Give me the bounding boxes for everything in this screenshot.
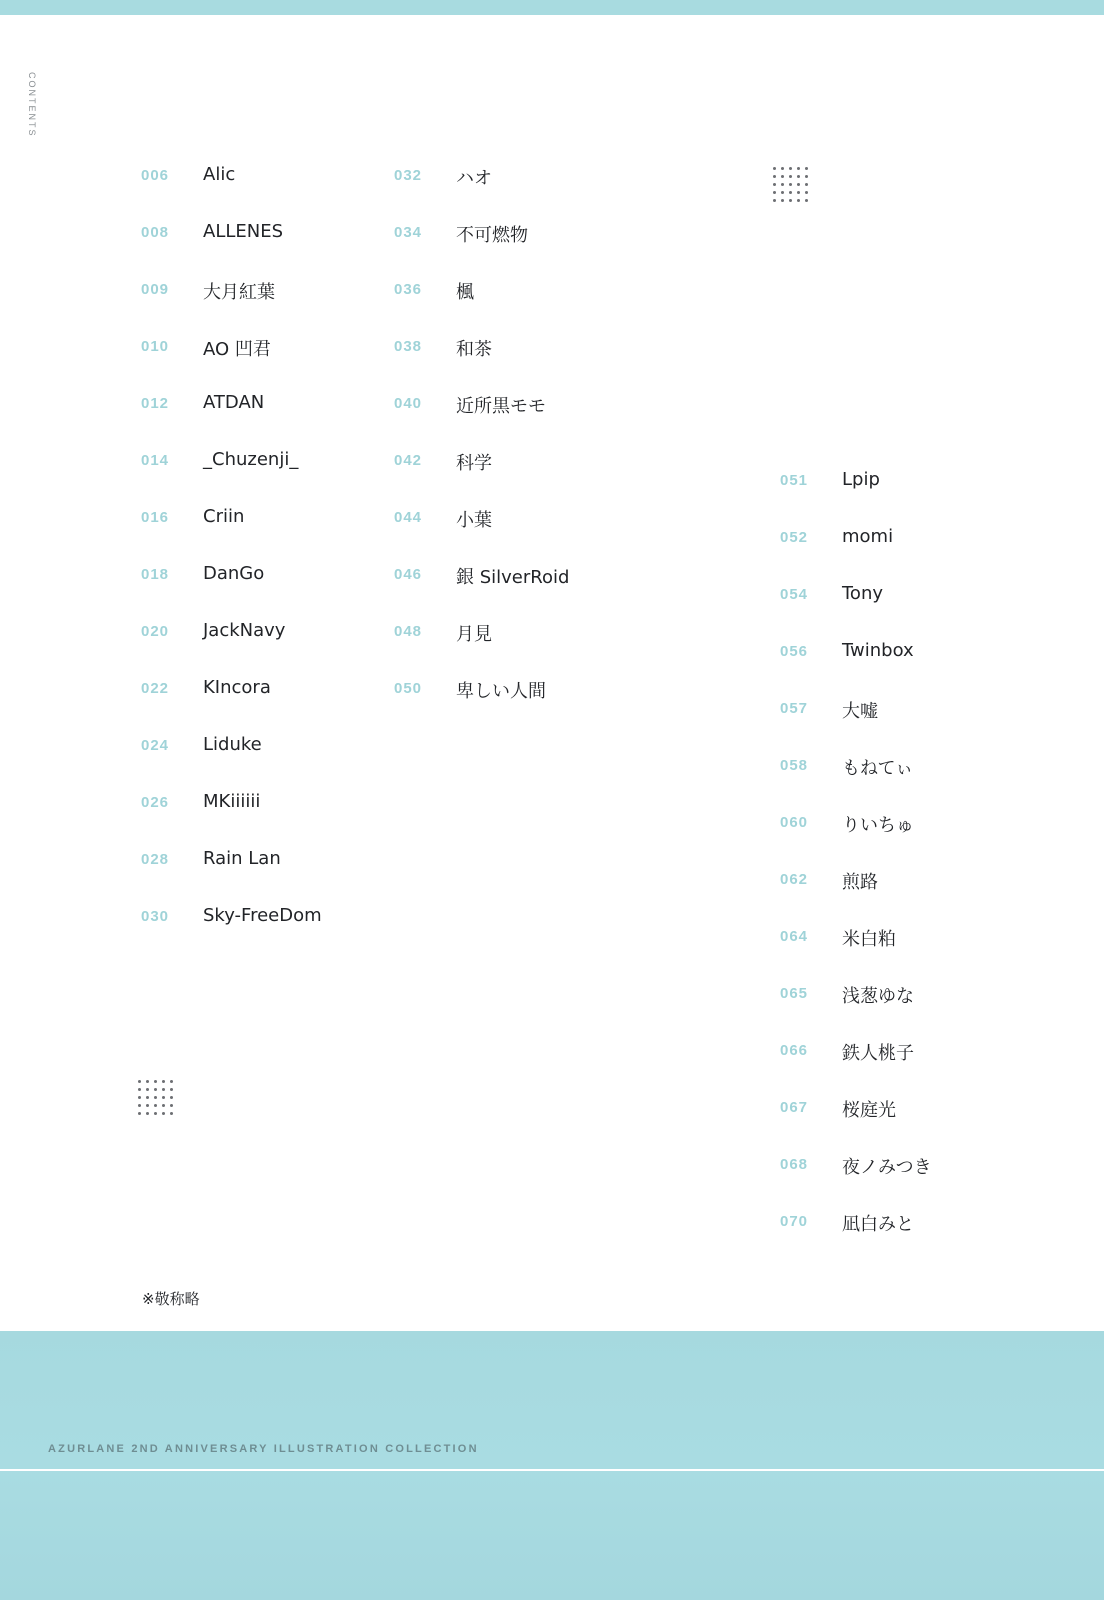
- toc-page-number: 022: [141, 680, 170, 697]
- dot: [138, 1112, 141, 1115]
- toc-artist-name: Sky-FreeDom: [203, 905, 322, 926]
- toc-page-number: 064: [780, 928, 809, 945]
- toc-artist-name: Lpip: [842, 469, 880, 490]
- toc-page-number: 054: [780, 586, 809, 603]
- toc-entry: [141, 734, 461, 758]
- dot: [797, 191, 800, 194]
- toc-page-number: 034: [394, 224, 423, 241]
- dot: [781, 199, 784, 202]
- toc-entry: [780, 526, 1100, 550]
- dot: [781, 175, 784, 178]
- dot: [773, 183, 776, 186]
- toc-page-number: 009: [141, 281, 170, 298]
- toc-artist-name: ALLENES: [203, 221, 284, 242]
- dot: [162, 1104, 165, 1107]
- toc-page-number: 058: [780, 757, 809, 774]
- toc-page-number: 038: [394, 338, 423, 355]
- dot: [781, 167, 784, 170]
- toc-artist-name: 月見: [456, 624, 492, 645]
- toc-entry: [780, 754, 1100, 778]
- dot: [146, 1104, 149, 1107]
- toc-entry: [394, 449, 714, 473]
- toc-entry: [394, 620, 714, 644]
- toc-page-number: 024: [141, 737, 170, 754]
- dot: [154, 1088, 157, 1091]
- contents-side-label: CONTENTS: [27, 72, 37, 138]
- toc-page-number: 016: [141, 509, 170, 526]
- toc-page-number: 030: [141, 908, 170, 925]
- toc-artist-name: 煎路: [842, 872, 878, 893]
- dot: [797, 167, 800, 170]
- toc-entry: [780, 868, 1100, 892]
- book-title: AZURLANE 2ND ANNIVERSARY ILLUSTRATION COLLECTION: [48, 1443, 479, 1455]
- toc-page-number: 067: [780, 1099, 809, 1116]
- dot: [805, 167, 808, 170]
- dot-grid-decoration-top: [773, 167, 813, 207]
- toc-artist-name: 不可燃物: [456, 225, 528, 246]
- toc-entry: [780, 925, 1100, 949]
- toc-artist-name: ハオ: [456, 168, 492, 189]
- toc-entry: [394, 221, 714, 245]
- toc-artist-name: 近所黒モモ: [456, 396, 546, 417]
- toc-page-number: 050: [394, 680, 423, 697]
- dot: [773, 199, 776, 202]
- toc-artist-name: 大嘘: [842, 701, 878, 722]
- toc-artist-name: 卑しい人間: [456, 681, 546, 702]
- dot: [805, 175, 808, 178]
- toc-page-number: 056: [780, 643, 809, 660]
- honorifics-omitted-note: ※敬称略: [142, 1290, 200, 1308]
- dot: [162, 1096, 165, 1099]
- toc-entry: [394, 677, 714, 701]
- toc-artist-name: KIncora: [203, 677, 271, 698]
- toc-entry: [780, 1096, 1100, 1120]
- toc-artist-name: Liduke: [203, 734, 262, 755]
- footer-band: [0, 1331, 1104, 1600]
- dot: [805, 191, 808, 194]
- toc-artist-name: Tony: [842, 583, 884, 604]
- dot: [162, 1112, 165, 1115]
- dot: [138, 1104, 141, 1107]
- dot: [797, 183, 800, 186]
- toc-artist-name: 銀 SilverRoid: [456, 567, 570, 588]
- toc-artist-name: ATDAN: [203, 392, 265, 413]
- dot: [146, 1080, 149, 1083]
- toc-artist-name: MKiiiiii: [203, 791, 261, 812]
- toc-page-number: 008: [141, 224, 170, 241]
- toc-page-number: 014: [141, 452, 170, 469]
- toc-entry: [780, 640, 1100, 664]
- dot-grid-decoration-bottom: [138, 1080, 178, 1120]
- toc-entry: [780, 697, 1100, 721]
- footer-divider: [0, 1469, 1104, 1471]
- dot: [154, 1096, 157, 1099]
- toc-artist-name: JackNavy: [203, 620, 286, 641]
- toc-entry: [394, 392, 714, 416]
- toc-page-number: 065: [780, 985, 809, 1002]
- toc-page-number: 060: [780, 814, 809, 831]
- toc-artist-name: 浅葱ゆな: [842, 986, 914, 1007]
- toc-artist-name: Rain Lan: [203, 848, 281, 869]
- toc-page-number: 066: [780, 1042, 809, 1059]
- toc-page-number: 010: [141, 338, 170, 355]
- dot: [146, 1096, 149, 1099]
- toc-artist-name: _Chuzenji_: [203, 449, 299, 470]
- dot: [805, 183, 808, 186]
- dot: [154, 1112, 157, 1115]
- toc-page-number: 040: [394, 395, 423, 412]
- dot: [138, 1096, 141, 1099]
- toc-page-number: 032: [394, 167, 423, 184]
- dot: [789, 191, 792, 194]
- toc-entry: [780, 982, 1100, 1006]
- dot: [797, 175, 800, 178]
- dot: [773, 167, 776, 170]
- toc-page-number: 052: [780, 529, 809, 546]
- toc-artist-name: 小葉: [456, 510, 492, 531]
- toc-entry: [394, 506, 714, 530]
- toc-page-number: 012: [141, 395, 170, 412]
- toc-page-number: 044: [394, 509, 423, 526]
- toc-entry: [780, 583, 1100, 607]
- dot: [154, 1080, 157, 1083]
- dot: [162, 1088, 165, 1091]
- toc-entry: [141, 791, 461, 815]
- dot: [805, 199, 808, 202]
- toc-entry: [394, 278, 714, 302]
- toc-page-number: 062: [780, 871, 809, 888]
- dot: [773, 191, 776, 194]
- toc-page-number: 068: [780, 1156, 809, 1173]
- toc-page-number: 070: [780, 1213, 809, 1230]
- dot: [797, 199, 800, 202]
- toc-artist-name: 夜ノみつき: [842, 1157, 932, 1178]
- dot: [789, 199, 792, 202]
- toc-entry: [141, 905, 461, 929]
- toc-entry: [780, 1153, 1100, 1177]
- toc-artist-name: Alic: [203, 164, 236, 185]
- toc-artist-name: Twinbox: [842, 640, 914, 661]
- dot: [789, 167, 792, 170]
- dot: [789, 175, 792, 178]
- toc-entry: [141, 848, 461, 872]
- toc-artist-name: 和茶: [456, 339, 492, 360]
- toc-artist-name: りいちゅ: [842, 815, 914, 836]
- dot: [170, 1104, 173, 1107]
- toc-page-number: 042: [394, 452, 423, 469]
- toc-page-number: 036: [394, 281, 423, 298]
- dot: [170, 1112, 173, 1115]
- top-accent-bar: [0, 0, 1104, 15]
- toc-artist-name: momi: [842, 526, 894, 547]
- dot: [170, 1080, 173, 1083]
- dot: [773, 175, 776, 178]
- dot: [162, 1080, 165, 1083]
- toc-entry: [780, 469, 1100, 493]
- dot: [146, 1088, 149, 1091]
- toc-artist-name: 桜庭光: [842, 1100, 896, 1121]
- toc-page-number: 018: [141, 566, 170, 583]
- toc-page-number: 028: [141, 851, 170, 868]
- toc-page-number: 057: [780, 700, 809, 717]
- toc-page-number: 020: [141, 623, 170, 640]
- toc-page-number: 026: [141, 794, 170, 811]
- toc-artist-name: 楓: [456, 282, 474, 303]
- toc-entry: [394, 563, 714, 587]
- toc-page-number: 006: [141, 167, 170, 184]
- toc-page-number: 048: [394, 623, 423, 640]
- toc-entry: [394, 164, 714, 188]
- dot: [170, 1088, 173, 1091]
- toc-artist-name: AO 凹君: [203, 339, 271, 360]
- toc-artist-name: 鉄人桃子: [842, 1043, 914, 1064]
- dot: [789, 183, 792, 186]
- toc-artist-name: 米白粕: [842, 929, 896, 950]
- toc-artist-name: 凪白みと: [842, 1214, 914, 1235]
- toc-entry: [394, 335, 714, 359]
- dot: [781, 183, 784, 186]
- toc-entry: [780, 811, 1100, 835]
- dot: [154, 1104, 157, 1107]
- toc-artist-name: 科学: [456, 453, 492, 474]
- toc-artist-name: DanGo: [203, 563, 265, 584]
- toc-entry: [780, 1210, 1100, 1234]
- dot: [138, 1088, 141, 1091]
- toc-artist-name: もねてぃ: [842, 758, 914, 779]
- toc-page-number: 046: [394, 566, 423, 583]
- toc-artist-name: 大月紅葉: [203, 282, 275, 303]
- toc-entry: [780, 1039, 1100, 1063]
- toc-page-number: 051: [780, 472, 809, 489]
- dot: [138, 1080, 141, 1083]
- toc-artist-name: Criin: [203, 506, 245, 527]
- dot: [146, 1112, 149, 1115]
- dot: [781, 191, 784, 194]
- dot: [170, 1096, 173, 1099]
